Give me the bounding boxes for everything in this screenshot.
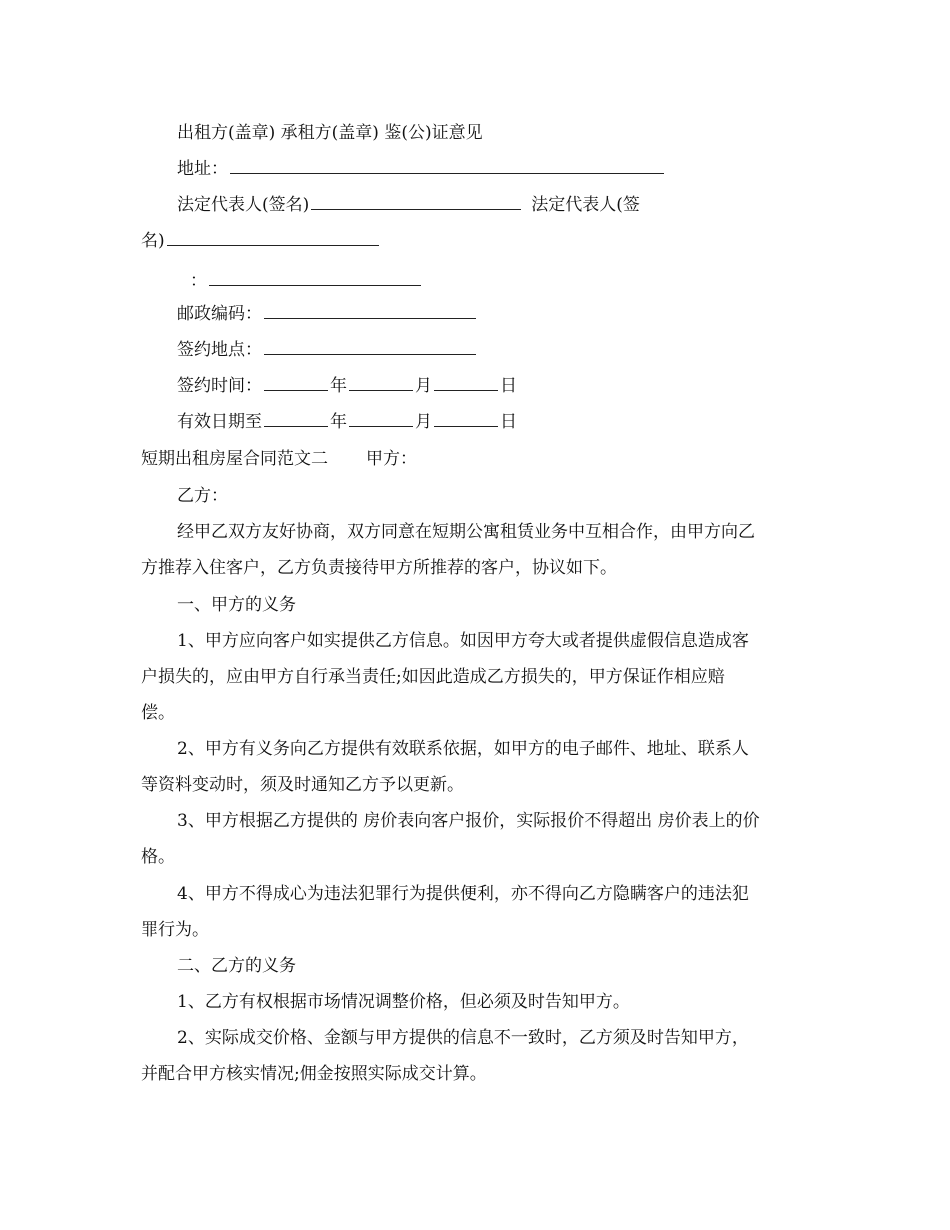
s1-p1-line-3: [0, 695, 950, 731]
colon-line: [0, 263, 950, 299]
colon-label: ：: [190, 271, 207, 291]
section-2-heading: [0, 948, 950, 984]
signature-parties-line: [0, 115, 950, 151]
day-label: 日: [500, 412, 517, 432]
section-1-title: 一、甲方的义务: [177, 595, 296, 615]
s1-p2-line-2: [0, 767, 950, 803]
legal-rep2-label-cont: 名): [141, 231, 165, 251]
s1-p3-line-2: [0, 839, 950, 875]
legal-rep-label: 法定代表人(签名): [177, 195, 310, 215]
s1-p2-text-1: 2、甲方有义务向乙方提供有效联系依据，如甲方的电子邮件、地址、联系人: [177, 739, 749, 759]
s1-p4-line-1: [0, 876, 950, 912]
sign-time-label: 签约时间：: [177, 376, 262, 396]
legal-rep-blank: [311, 187, 521, 210]
s1-p1-text-1: 1、甲方应向客户如实提供乙方信息。如因甲方夸大或者提供虚假信息造成客: [177, 631, 749, 651]
valid-until-label: 有效日期至: [177, 412, 262, 432]
parties-text: 出租方(盖章) 承租方(盖章) 鉴(公)证意见: [177, 123, 483, 143]
sign-time-day-blank: [434, 368, 498, 391]
legal-rep-line: [0, 187, 950, 223]
year-label: 年: [330, 376, 347, 396]
section-2-title: 二、乙方的义务: [177, 956, 296, 976]
sign-place-blank: [264, 332, 476, 355]
party-a-label: 甲方：: [366, 449, 417, 469]
party-b-line: [0, 478, 950, 514]
valid-month-blank: [349, 404, 413, 427]
legal-rep2-line: [0, 223, 950, 259]
s1-p3-text-1: 3、甲方根据乙方提供的 房价表向客户报价，实际报价不得超出 房价表上的价: [177, 811, 760, 831]
s2-p2-text-1: 2、实际成交价格、金额与甲方提供的信息不一致时，乙方须及时告知甲方，: [177, 1028, 749, 1048]
s2-p1-line-1: [0, 984, 950, 1020]
year-label: 年: [330, 412, 347, 432]
address-blank: [230, 151, 664, 174]
postal-code-label: 邮政编码：: [177, 304, 262, 324]
s2-p2-line-2: [0, 1056, 950, 1092]
sign-place-label: 签约地点：: [177, 340, 262, 360]
intro-text-2: 方推荐入住客户，乙方负责接待甲方所推荐的客户，协议如下。: [141, 558, 617, 578]
address-line: [0, 151, 950, 187]
month-label: 月: [415, 412, 432, 432]
s1-p3-line-1: [0, 803, 950, 839]
colon-blank: [209, 263, 421, 286]
day-label: 日: [500, 376, 517, 396]
contract-title-line: [0, 441, 950, 477]
valid-year-blank: [264, 404, 328, 427]
intro-text-1: 经甲乙双方友好协商，双方同意在短期公寓租赁业务中互相合作，由甲方向乙: [177, 522, 755, 542]
sign-time-year-blank: [264, 368, 328, 391]
s1-p1-line-1: [0, 623, 950, 659]
sign-time-month-blank: [349, 368, 413, 391]
postal-code-line: [0, 296, 950, 332]
sign-time-line: [0, 368, 950, 404]
s1-p4-text-2: 罪行为。: [141, 920, 209, 940]
postal-code-blank: [264, 296, 476, 319]
valid-day-blank: [434, 404, 498, 427]
s1-p4-line-2: [0, 912, 950, 948]
s2-p2-line-1: [0, 1020, 950, 1056]
s1-p4-text-1: 4、甲方不得成心为违法犯罪行为提供便利，亦不得向乙方隐瞒客户的违法犯: [177, 884, 749, 904]
legal-rep2-label: 法定代表人(签: [531, 195, 640, 215]
s1-p3-text-2: 格。: [141, 847, 175, 867]
intro-line-2: [0, 550, 950, 586]
intro-line-1: [0, 514, 950, 550]
month-label: 月: [415, 376, 432, 396]
s1-p1-text-3: 偿。: [141, 703, 175, 723]
s2-p1-text-1: 1、乙方有权根据市场情况调整价格，但必须及时告知甲方。: [177, 992, 630, 1012]
s1-p2-line-1: [0, 731, 950, 767]
sign-place-line: [0, 332, 950, 368]
section-1-heading: [0, 587, 950, 623]
legal-rep2-blank: [167, 223, 379, 246]
contract-title: 短期出租房屋合同范文二: [141, 449, 328, 469]
address-label: 地址：: [177, 159, 228, 179]
s2-p2-text-2: 并配合甲方核实情况;佣金按照实际成交计算。: [141, 1064, 487, 1084]
valid-until-line: [0, 404, 950, 440]
s1-p2-text-2: 等资料变动时，须及时通知乙方予以更新。: [141, 775, 464, 795]
s1-p1-line-2: [0, 659, 950, 695]
party-b-label: 乙方：: [177, 486, 228, 506]
s1-p1-text-2: 户损失的，应由甲方自行承当责任;如因此造成乙方损失的，甲方保证作相应赔: [141, 667, 725, 687]
